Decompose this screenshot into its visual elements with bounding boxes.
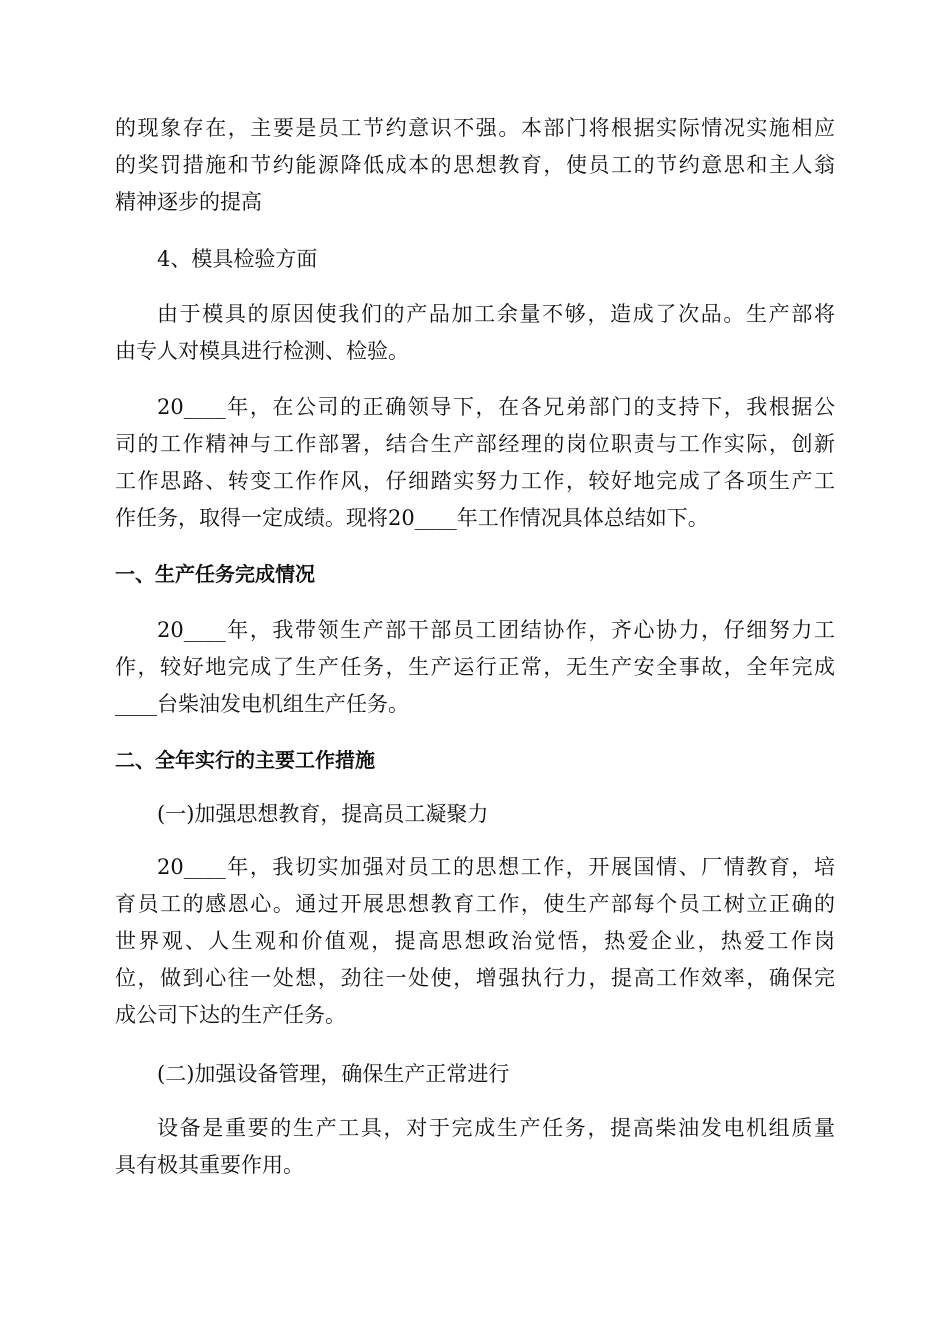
paragraph-line: 成公司下达的生产任务。 [115, 1003, 346, 1027]
paragraph-line: 的奖罚措施和节约能源降低成本的思想教育，使员工的节约意思和主人翁 [115, 153, 835, 177]
paragraph-line: 20____年，我切实加强对员工的思想工作，开展国情、厂情教育，培 [157, 855, 835, 879]
paragraph-line: 司的工作精神与工作部署，结合生产部经理的岗位职责与工作实际，创新 [115, 432, 835, 456]
paragraph-energy-saving [115, 110, 835, 221]
paragraph-line: 世界观、人生观和价值观，提高思想政治觉悟，热爱企业，热爱工作岗 [115, 929, 835, 953]
paragraph-ideological-work [115, 849, 835, 1034]
paragraph-line: 位，做到心往一处想，劲往一处使，增强执行力，提高工作效率，确保完 [115, 966, 835, 990]
paragraph-production-summary [115, 612, 835, 723]
subheading-text: (一)加强思想教育，提高员工凝聚力 [157, 802, 489, 826]
heading-main-measures [115, 742, 835, 779]
paragraph-annual-intro [115, 389, 835, 537]
paragraph-line: 育员工的感恩心。通过开展思想教育工作，使生产部每个员工树立正确的 [115, 892, 835, 916]
paragraph-line: 作，较好地完成了生产任务，生产运行正常，无生产安全事故，全年完成 [115, 655, 835, 679]
paragraph-line: 工作思路、转变工作作风，仔细踏实努力工作，较好地完成了各项生产工 [115, 469, 835, 493]
paragraph-line: 4、模具检验方面 [157, 247, 318, 271]
paragraph-line: 由专人对模具进行检测、检验。 [115, 339, 409, 363]
paragraph-line: 的现象存在，主要是员工节约意识不强。本部门将根据实际情况实施相应 [115, 116, 835, 140]
paragraph-line: 设备是重要的生产工具，对于完成生产任务，提高柴油发电机组质量 [157, 1116, 835, 1140]
heading-production-tasks [115, 556, 835, 593]
subheading-ideological-education [115, 796, 835, 833]
paragraph-line: 具有极其重要作用。 [115, 1153, 304, 1177]
paragraph-equipment-importance [115, 1110, 835, 1184]
paragraph-line: 20____年，我带领生产部干部员工团结协作，齐心协力，仔细努力工 [157, 618, 835, 642]
paragraph-line: 作任务，取得一定成绩。现将20____年工作情况具体总结如下。 [115, 506, 709, 530]
subheading-text: (二)加强设备管理，确保生产正常进行 [157, 1062, 510, 1086]
subheading-equipment-management [115, 1056, 835, 1093]
paragraph-line: 20____年，在公司的正确领导下，在各兄弟部门的支持下，我根据公 [157, 395, 835, 419]
heading-text: 二、全年实行的主要工作措施 [115, 748, 375, 772]
paragraph-line: 精神逐步的提高 [115, 190, 262, 214]
section-title-mold-inspection [115, 241, 835, 278]
paragraph-mold-quality [115, 296, 835, 370]
paragraph-line: 由于模具的原因使我们的产品加工余量不够，造成了次品。生产部将 [157, 302, 835, 326]
heading-text: 一、生产任务完成情况 [115, 562, 315, 586]
paragraph-line: ____台柴油发电机组生产任务。 [115, 692, 409, 716]
